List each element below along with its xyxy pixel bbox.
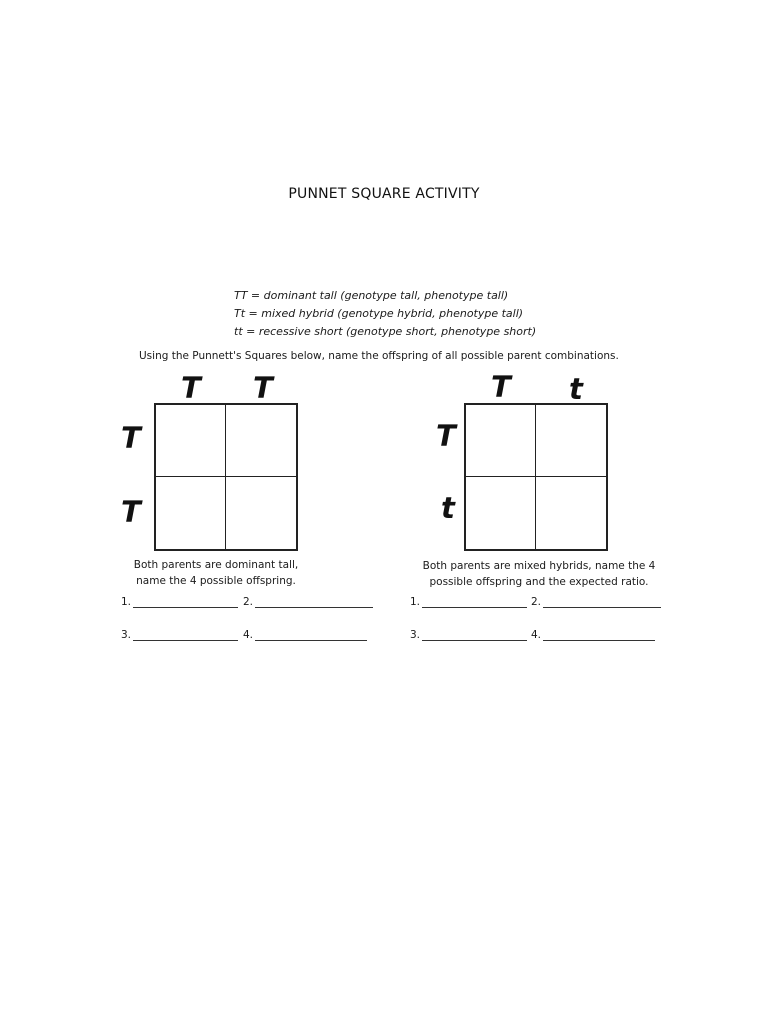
- square-1-cell-4[interactable]: [226, 477, 296, 549]
- square-2-caption-line-1: Both parents are mixed hybrids, name the 4: [422, 560, 656, 572]
- square-1-answer-3[interactable]: [121, 629, 238, 641]
- square-2-answer-2[interactable]: [531, 596, 661, 608]
- square-1-caption: [120, 557, 312, 589]
- square-1-cell-2[interactable]: [226, 405, 296, 477]
- answer-number: 1.: [410, 596, 421, 608]
- answer-number: 4.: [531, 629, 542, 641]
- punnett-square-2: [464, 403, 608, 551]
- answer-number: 3.: [121, 629, 132, 641]
- answer-blank-line[interactable]: [543, 629, 655, 641]
- square-2-answer-4[interactable]: [531, 629, 655, 641]
- answer-blank-line[interactable]: [255, 596, 373, 608]
- square-2-cell-1[interactable]: [466, 405, 536, 477]
- square-2-top-allele-1: T: [491, 370, 511, 404]
- answer-number: 4.: [243, 629, 254, 641]
- square-1-cell-3[interactable]: [156, 477, 226, 549]
- square-1-side-allele-1: T: [121, 421, 141, 455]
- square-1-top-allele-2: T: [253, 371, 273, 405]
- answer-number: 2.: [243, 596, 254, 608]
- punnett-square-1: [154, 403, 298, 551]
- square-1-caption-line-1: Both parents are dominant tall,: [133, 559, 299, 571]
- legend-line-hybrid: Tt = mixed hybrid (genotype hybrid, phenotype tall): [234, 307, 524, 320]
- answer-number: 2.: [531, 596, 542, 608]
- legend-line-dominant: TT = dominant tall (genotype tall, phenotype tall): [234, 289, 509, 302]
- answer-blank-line[interactable]: [133, 596, 238, 608]
- square-2-cell-4[interactable]: [536, 477, 606, 549]
- square-1-caption-line-2: name the 4 possible offspring.: [136, 575, 296, 587]
- instructions-text: Using the Punnett's Squares below, name the offspring of all possible parent combinations.: [139, 350, 619, 362]
- square-1-cell-1[interactable]: [156, 405, 226, 477]
- answer-blank-line[interactable]: [255, 629, 367, 641]
- square-1-answer-4[interactable]: [243, 629, 367, 641]
- genotype-legend: [234, 287, 536, 341]
- answer-blank-line[interactable]: [543, 596, 661, 608]
- answer-blank-line[interactable]: [133, 629, 238, 641]
- square-2-answer-3[interactable]: [410, 629, 527, 641]
- answer-blank-line[interactable]: [422, 629, 527, 641]
- square-2-caption: [404, 558, 674, 590]
- answer-blank-line[interactable]: [422, 596, 527, 608]
- page-title: PUNNET SQUARE ACTIVITY: [288, 186, 480, 202]
- square-2-side-allele-2: t: [441, 491, 455, 525]
- square-1-top-allele-1: T: [181, 371, 201, 405]
- legend-line-recessive: tt = recessive short (genotype short, phenotype short): [234, 325, 537, 338]
- square-1-answer-2[interactable]: [243, 596, 373, 608]
- square-2-caption-line-2: possible offspring and the expected ratio.: [429, 576, 649, 588]
- answer-number: 1.: [121, 596, 132, 608]
- square-1-answer-1[interactable]: [121, 596, 238, 608]
- square-2-answer-1[interactable]: [410, 596, 527, 608]
- square-2-side-allele-1: T: [436, 419, 456, 453]
- answer-number: 3.: [410, 629, 421, 641]
- square-2-cell-3[interactable]: [466, 477, 536, 549]
- square-1-side-allele-2: T: [121, 495, 141, 529]
- square-2-top-allele-2: t: [569, 372, 583, 406]
- square-2-cell-2[interactable]: [536, 405, 606, 477]
